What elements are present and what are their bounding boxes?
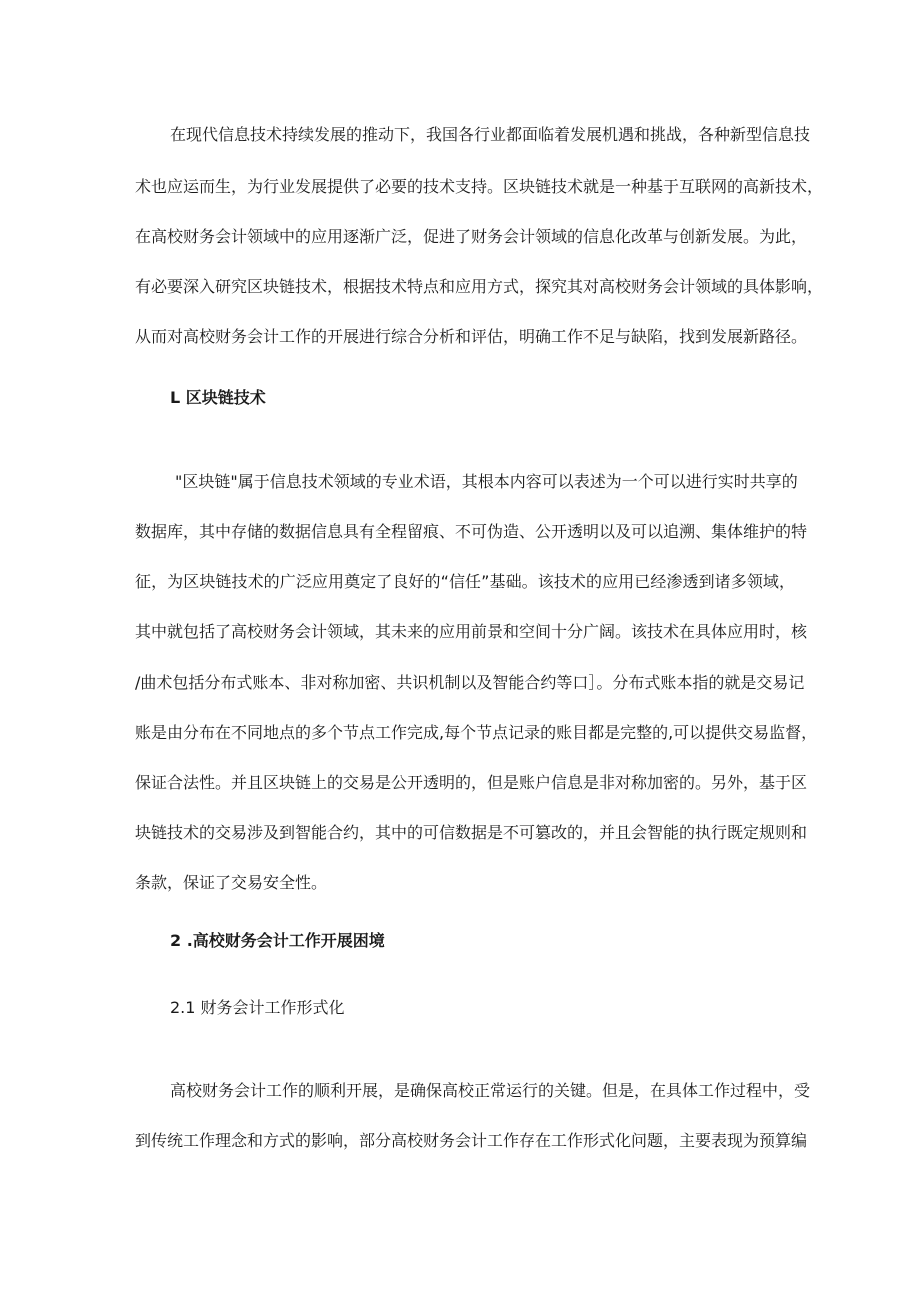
paragraph-line: 条款，保证了交易安全性。 — [135, 873, 328, 892]
paragraph-line: 其中就包括了高校财务会计领域，其未来的应用前景和空间十分广阔。该技术在具体应用时，核 — [135, 622, 808, 641]
paragraph-line: 高校财务会计工作的顺利开展，是确保高校正常运行的关键。但是，在具体工作过程中，受 — [170, 1081, 811, 1100]
paragraph-line: /曲术包括分布式账本、非对称加密、共识机制以及智能合约等口］。分布式账本指的就是交易记 — [135, 673, 805, 692]
section-heading-difficulties: 2 .高校财务会计工作开展困境 — [170, 931, 385, 950]
paragraph-line: 账是由分布在不同地点的多个节点工作完成,每个节点记录的账目都是完整的,可以提供交易监督， — [135, 723, 818, 742]
paragraph-line: 征，为区块链技术的广泛应用奠定了良好的“信任”基础。该技术的应用已经渗透到诸多领域， — [135, 572, 795, 591]
subsection-heading-formalization: 2.1 财务会计工作形式化 — [170, 998, 345, 1017]
paragraph-line: 从而对高校财务会计工作的开展进行综合分析和评估，明确工作不足与缺陷，找到发展新路径。 — [135, 327, 808, 346]
paragraph-line: 块链技术的交易涉及到智能合约，其中的可信数据是不可篡改的，并且会智能的执行既定规则和 — [135, 823, 808, 842]
paragraph-line: 术也应运而生，为行业发展提供了必要的技术支持。区块链技术就是一种基于互联网的高新技术， — [135, 177, 824, 196]
paragraph-line: 数据库，其中存储的数据信息具有全程留痕、不可伪造、公开透明以及可以追溯、集体维护的特 — [135, 522, 808, 541]
paragraph-line: 在现代信息技术持续发展的推动下，我国各行业都面临着发展机遇和挑战，各种新型信息技 — [170, 125, 811, 144]
paragraph-line: 有必要深入研究区块链技术，根据技术特点和应用方式，探究其对高校财务会计领域的具体影响， — [135, 277, 824, 296]
paragraph-line: "区块链"属于信息技术领域的专业术语，其根本内容可以表述为一个可以进行实时共享的 — [175, 472, 798, 491]
paragraph-line: 在高校财务会计领域中的应用逐渐广泛，促进了财务会计领域的信息化改革与创新发展。为此， — [135, 227, 808, 246]
section-heading-blockchain: L 区块链技术 — [170, 388, 266, 407]
paragraph-line: 到传统工作理念和方式的影响，部分高校财务会计工作存在工作形式化问题，主要表现为预算编 — [135, 1131, 808, 1150]
paragraph-line: 保证合法性。并且区块链上的交易是公开透明的，但是账户信息是非对称加密的。另外，基于区 — [135, 773, 808, 792]
